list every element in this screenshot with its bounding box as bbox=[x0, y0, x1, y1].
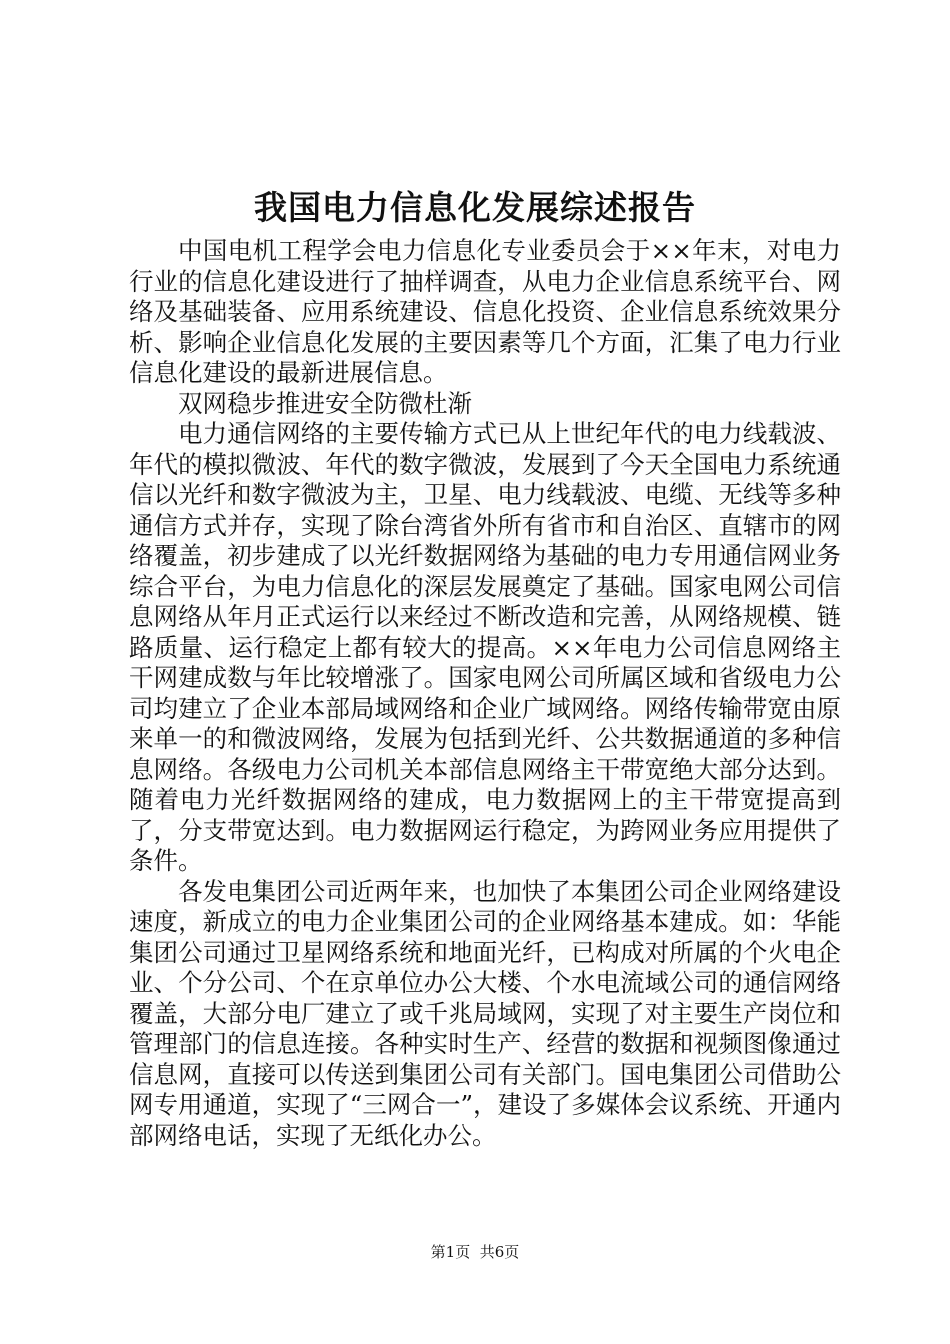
paragraph-intro: 中国电机工程学会电力信息化专业委员会于××年末，对电力行业的信息化建设进行了抽样调查，从电力企业信息系统平台、网络及基础装备、应用系统建设、信息化投资、企业信息系统效果分析、影响企业信息化发展的主要因素等几个方面，汇集了电力行业信息化建设的最新进展信息。 bbox=[129, 236, 841, 387]
paragraph-power-communication: 电力通信网络的主要传输方式已从上世纪年代的电力线载波、年代的模拟微波、年代的数字微波，发展到了今天全国电力系统通信以光纤和数字微波为主，卫星、电力线载波、电缆、无线等多种通信方式并存，实现了除台湾省外所有省市和自治区、直辖市的网络覆盖，初步建成了以光纤数据网络为基础的电力专用通信网业务综合平台，为电力信息化的深层发展奠定了基础。国家电网公司信息网络从年月正式运行以来经过不断改造和完善，从网络规模、链路质量、运行稳定上都有较大的提高。××年电力公司信息网络主干网建成数与年比较增涨了。国家电网公司所属区域和省级电力公司均建立了企业本部局域网络和企业广域网络。网络传输带宽由原来单一的和微波网络，发展为包括到光纤、公共数据通道的多种信息网络。各级电力公司机关本部信息网络主干带宽绝大部分达到。随着电力光纤数据网络的建成，电力数据网上的主干带宽提高到了，分支带宽达到。电力数据网运行稳定，为跨网业务应用提供了条件。 bbox=[129, 419, 841, 875]
paragraph-generation-groups: 各发电集团公司近两年来，也加快了本集团公司企业网络建设速度，新成立的电力企业集团公司的企业网络基本建成。如：华能集团公司通过卫星网络系统和地面光纤，已构成对所属的个火电企业、个分公司、个在京单位办公大楼、个水电流域公司的通信网络覆盖，大部分电厂建立了或千兆局域网，实现了对主要生产岗位和管理部门的信息连接。各种实时生产、经营的数据和视频图像通过信息网，直接可以传送到集团公司有关部门。国电集团公司借助公网专用通道，实现了“三网合一”，建设了多媒体会议系统、开通内部网络电话，实现了无纸化办公。 bbox=[129, 876, 841, 1150]
page-number: 第1页 bbox=[430, 1243, 471, 1261]
page-total: 共6页 bbox=[479, 1243, 520, 1261]
document-title: 我国电力信息化发展综述报告 bbox=[254, 188, 696, 227]
section-heading: 双网稳步推进安全防微杜渐 bbox=[178, 388, 472, 418]
document-body bbox=[129, 236, 841, 1151]
page-footer bbox=[0, 1242, 950, 1262]
